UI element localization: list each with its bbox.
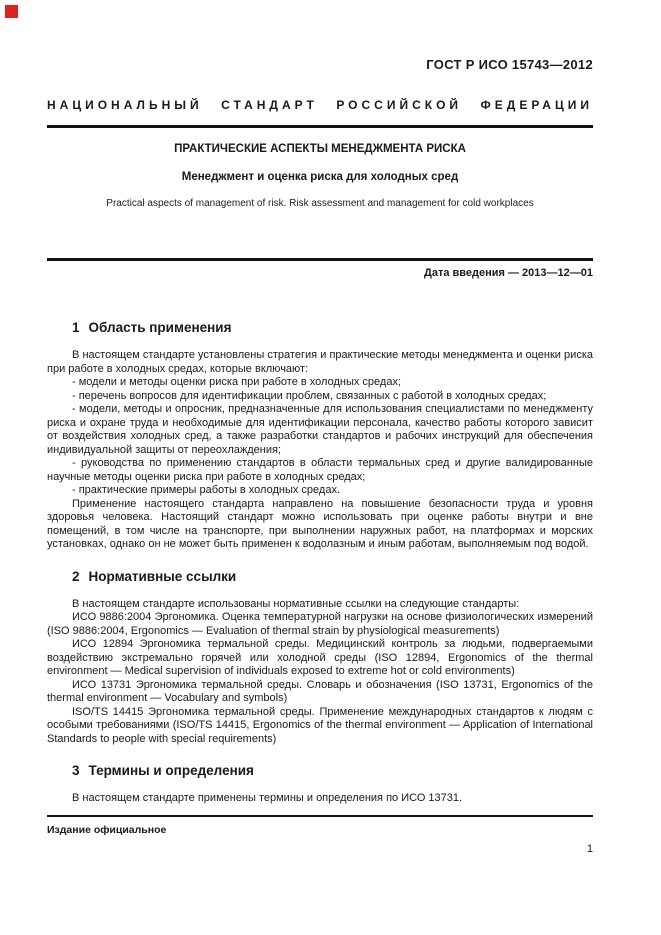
list-item-paragraph: - модели и методы оценки риска при работе в холодных средах; bbox=[72, 376, 402, 388]
section-heading-scope bbox=[72, 320, 593, 335]
paragraph: В настоящем стандарте использованы нормативные ссылки на следующие стандарты: bbox=[72, 597, 520, 610]
divider-footer bbox=[47, 815, 593, 817]
paragraph: В настоящем стандарте применены термины и определения по ИСО 13731. bbox=[72, 792, 463, 804]
standard-type-heading: НАЦИОНАЛЬНЫЙ СТАНДАРТ РОССИЙСКОЙ ФЕДЕРАЦИИ bbox=[47, 98, 593, 112]
section-title: Нормативные ссылки bbox=[88, 568, 237, 584]
section-number: 3 bbox=[72, 763, 80, 778]
document-content bbox=[47, 0, 593, 806]
corner-marker bbox=[5, 5, 18, 18]
effective-date: Дата введения — 2013—12—01 bbox=[424, 267, 593, 279]
section-title: Область применения bbox=[88, 320, 232, 335]
reference-paragraph: ИСО 9886:2004 Эргономика. Оценка температурной нагрузки на основе физиологических измерений (ISO 9886:2004, Ergonomics — Evaluation of thermal strain by physiological measurements) bbox=[47, 611, 593, 637]
section-title: Термины и определения bbox=[88, 763, 254, 778]
divider-date bbox=[47, 258, 593, 261]
section-number: 1 bbox=[72, 320, 80, 335]
section-number: 2 bbox=[72, 568, 80, 584]
list-item-paragraph: - перечень вопросов для идентификации проблем, связанных с работой в холодных средах; bbox=[72, 389, 547, 402]
doc-number: ГОСТ Р ИСО 15743—2012 bbox=[426, 57, 593, 72]
paragraph: Применение настоящего стандарта направлено на повышение безопасности труда и уровня здоровья человека. Настоящий стандарт можно использовать при оценке работы внутри и вне помещений, в том числе на транспорте, при выполнении наружных работ, на платформах и морских установках, однако он не может быть применен к водолазным и иным работам, выполняемым под водой. bbox=[47, 497, 593, 550]
paragraph: В настоящем стандарте установлены стратегия и практические методы менеджмента и оценки риска при работе в холодных средах, которые включают: bbox=[47, 349, 593, 375]
reference-paragraph: ИСО 12894 Эргономика термальной среды. Медицинский контроль за людьми, подвергаемыми воздействию экстремально горячей или холодной среды (ISO 12894, Ergonomics of the thermal environment — Medical supervision of individuals exposed to extreme hot or cold environments) bbox=[47, 638, 593, 677]
document-subtitle: Менеджмент и оценка риска для холодных сред bbox=[181, 171, 459, 183]
document-title: ПРАКТИЧЕСКИЕ АСПЕКТЫ МЕНЕДЖМЕНТА РИСКА bbox=[174, 143, 466, 155]
list-item-paragraph: - модели, методы и опросник, предназначенные для использования специалистами по менеджменту риска и охране труда и необходимые для идентификации персонала, качество работы которого зависит от воздействия холодных сред, а также разработки стандартов и рабочих инструкций для обеспечения индивидуальной защиты от переохлаждения; bbox=[47, 403, 593, 456]
page-number: 1 bbox=[586, 843, 593, 855]
list-item-paragraph: - практические примеры работы в холодных средах. bbox=[72, 484, 341, 496]
section-heading-terms-definitions bbox=[72, 763, 593, 778]
page-footer bbox=[47, 815, 593, 856]
document-subtitle-english: Practical aspects of management of risk. Risk assessment and management for cold workplaces bbox=[106, 198, 534, 209]
edition-note: Издание официальное bbox=[47, 824, 167, 836]
divider-top bbox=[47, 125, 593, 128]
reference-paragraph: ИСО 13731 Эргономика термальной среды. Словарь и обозначения (ISO 13731, Ergonomics of the thermal environment — Vocabulary and symbols) bbox=[47, 678, 593, 704]
list-item-paragraph: - руководства по применению стандартов в области термальных сред и другие валидированные научные методы оценки риска при работе в холодных средах; bbox=[47, 457, 593, 483]
section-heading-normative-references bbox=[72, 569, 593, 584]
reference-paragraph: ISO/TS 14415 Эргономика термальной среды. Применение международных стандартов к людям с особыми требованиями (ISO/TS 14415, Ergonomics of the thermal environment — Application of International Standards to people with special requirements) bbox=[47, 705, 593, 745]
